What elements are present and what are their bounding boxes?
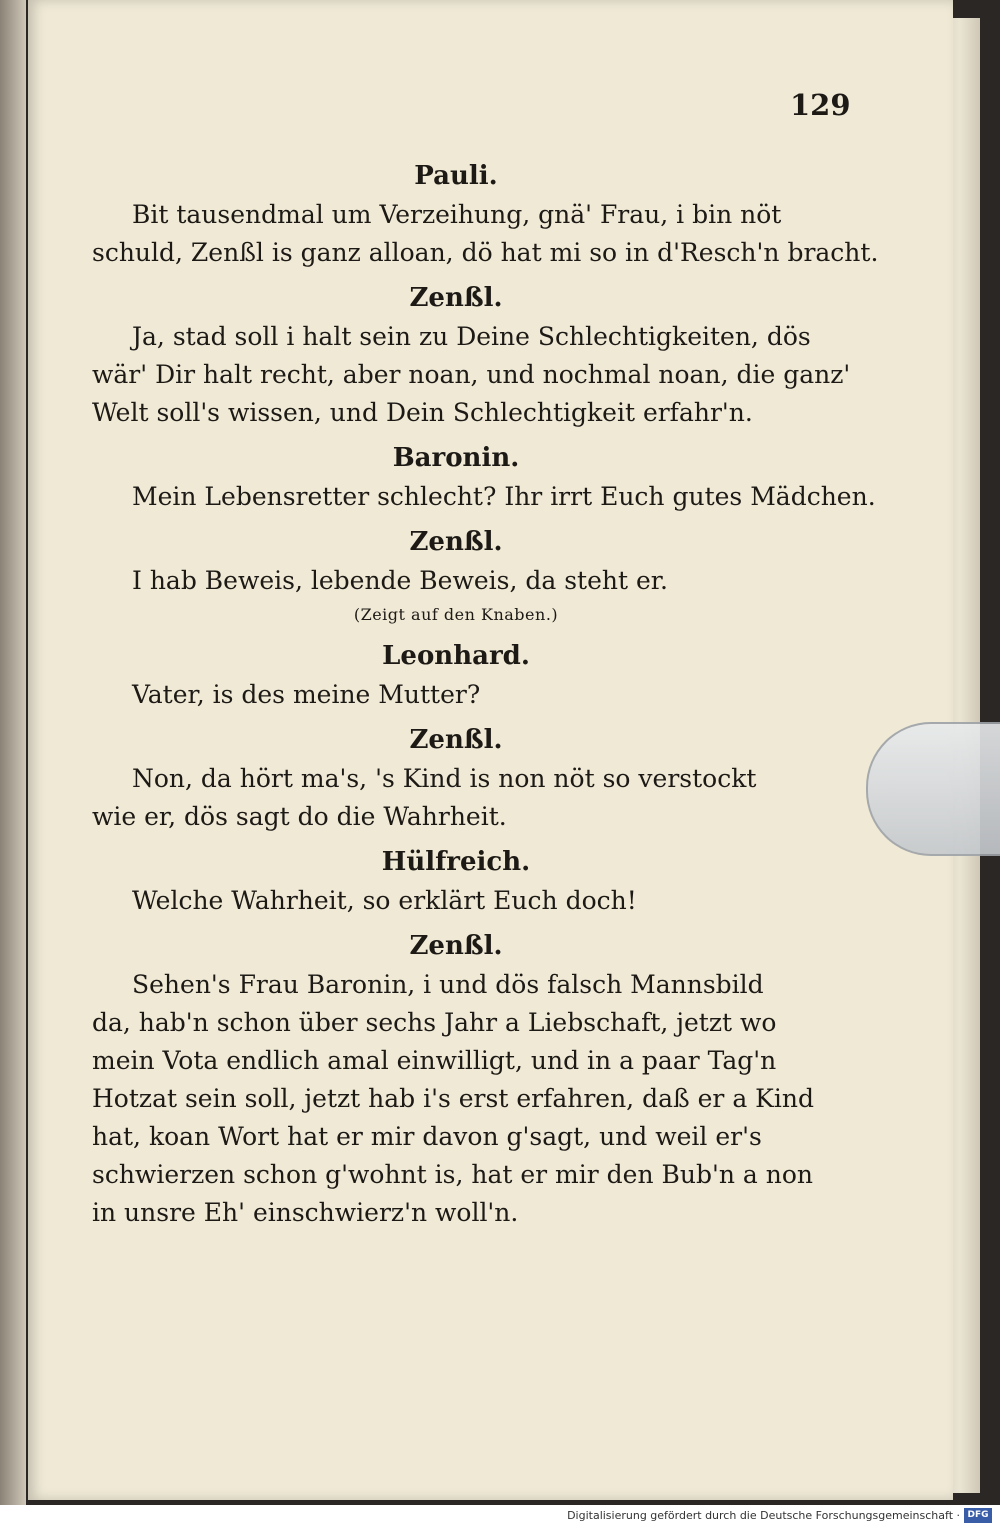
speaker-name: Leonhard. xyxy=(382,641,530,671)
footer-credit: Digitalisierung gefördert durch die Deutsche Forschungsgemeinschaft · xyxy=(567,1509,960,1522)
speech-text xyxy=(92,562,820,600)
text-line: mein Vota endlich amal einwilligt, und in a paar Tag'n xyxy=(92,1046,777,1075)
speaker-name: Zenßl. xyxy=(409,283,503,313)
speech-text xyxy=(92,478,876,516)
speech-text xyxy=(92,760,820,836)
text-line: I hab Beweis, lebende Beweis, da steht er. xyxy=(132,566,668,595)
footer-bar xyxy=(0,1505,1000,1527)
text-line: in unsre Eh' einschwierz'n woll'n. xyxy=(92,1198,519,1227)
page-number: 129 xyxy=(790,88,851,122)
page-text xyxy=(92,150,879,1232)
text-line: hat, koan Wort hat er mir davon g'sagt, und weil er's xyxy=(92,1122,762,1151)
speech-text xyxy=(92,196,879,272)
speaker-name: Zenßl. xyxy=(409,931,503,961)
text-line: schuld, Zenßl is ganz alloan, dö hat mi so in d'Resch'n bracht. xyxy=(92,238,879,267)
page-clip xyxy=(866,722,1000,856)
text-line: Hotzat sein soll, jetzt hab i's erst erfahren, daß er a Kind xyxy=(92,1084,814,1113)
text-line: Welt soll's wissen, und Dein Schlechtigkeit erfahr'n. xyxy=(92,398,753,427)
text-line: wär' Dir halt recht, aber noan, und nochmal noan, die ganz' xyxy=(92,360,851,389)
speaker-name: Pauli. xyxy=(414,161,498,191)
speaker-name: Zenßl. xyxy=(409,725,503,755)
speech-text xyxy=(92,882,820,920)
dfg-logo-icon: DFG xyxy=(964,1508,992,1523)
text-line: Welche Wahrheit, so erklärt Euch doch! xyxy=(132,886,637,915)
text-line: schwierzen schon g'wohnt is, hat er mir den Bub'n a non xyxy=(92,1160,813,1189)
text-line: wie er, dös sagt do die Wahrheit. xyxy=(92,802,507,831)
speech-text xyxy=(92,676,820,714)
text-line: da, hab'n schon über sechs Jahr a Liebschaft, jetzt wo xyxy=(92,1008,777,1037)
speaker-name: Hülfreich. xyxy=(381,847,531,877)
text-line: Non, da hört ma's, 's Kind is non nöt so verstockt xyxy=(132,764,757,793)
stage-direction: (Zeigt auf den Knaben.) xyxy=(353,605,559,624)
facing-page-edge xyxy=(0,0,26,1505)
text-line: Ja, stad soll i halt sein zu Deine Schlechtigkeiten, dös xyxy=(132,322,811,351)
speech-text xyxy=(92,318,851,432)
text-line: Mein Lebensretter schlecht? Ihr irrt Euch gutes Mädchen. xyxy=(132,482,876,511)
speaker-name: Zenßl. xyxy=(409,527,503,557)
speaker-name: Baronin. xyxy=(392,443,520,473)
speech-text xyxy=(92,966,820,1232)
text-line: Sehen's Frau Baronin, i und dös falsch Mannsbild xyxy=(132,970,764,999)
text-line: Bit tausendmal um Verzeihung, gnä' Frau, i bin nöt xyxy=(132,200,782,229)
text-line: Vater, is des meine Mutter? xyxy=(132,680,481,709)
